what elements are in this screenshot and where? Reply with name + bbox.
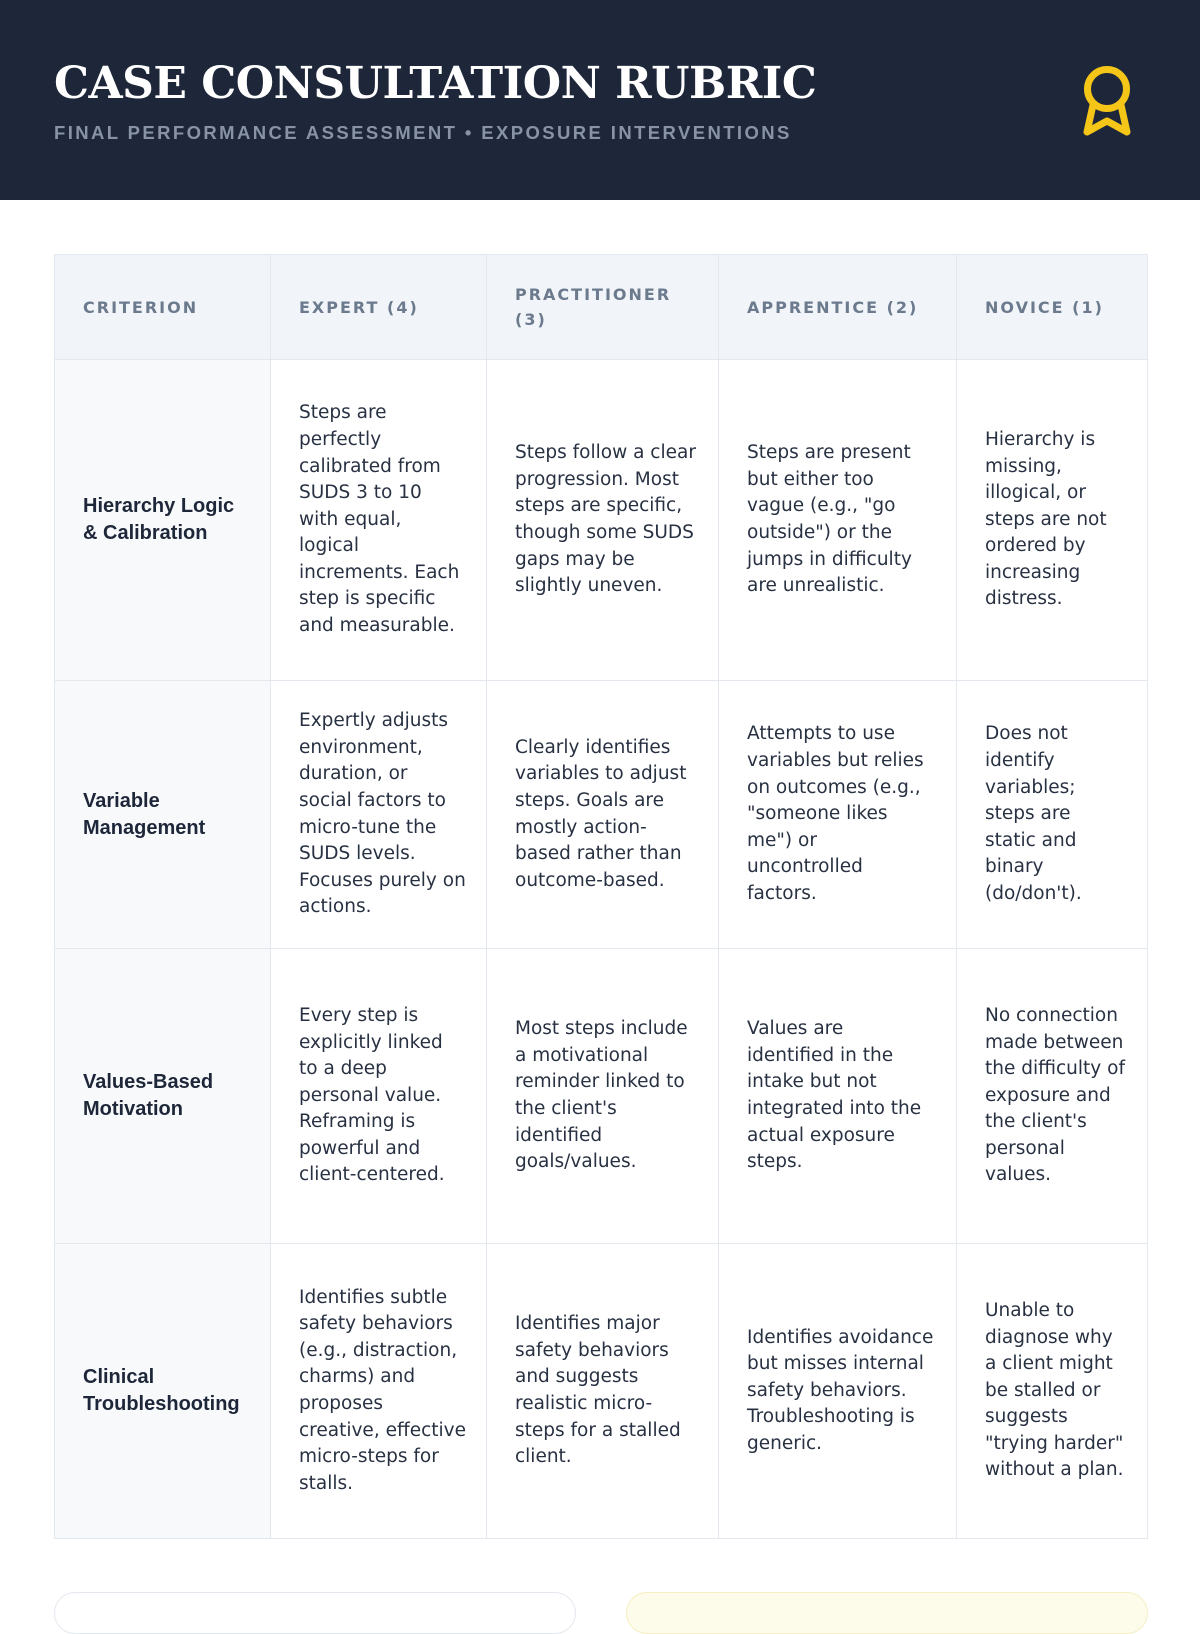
- practitioner-cell: Identifies major safety behaviors and suggests realistic micro-steps for a stalled client.: [487, 1244, 719, 1539]
- novice-cell: Does not identify variables; steps are static and binary (do/don't).: [957, 681, 1148, 949]
- summary-card: [54, 1592, 576, 1634]
- practitioner-cell: Most steps include a motivational reminder linked to the client's identified goals/values.: [487, 949, 719, 1244]
- novice-cell: Hierarchy is missing, illogical, or steps are not ordered by increasing distress.: [957, 360, 1148, 681]
- page-title: CASE CONSULTATION RUBRIC: [54, 58, 817, 109]
- expert-cell: Identifies subtle safety behaviors (e.g., distraction, charms) and proposes creative, effective micro-steps for stalls.: [271, 1244, 487, 1539]
- page-header: [0, 0, 1200, 200]
- column-header-expert: EXPERT (4): [271, 255, 487, 360]
- table-row: [55, 681, 1148, 949]
- table-row: [55, 1244, 1148, 1539]
- criterion-cell: Values-Based Motivation: [55, 949, 271, 1244]
- novice-cell: Unable to diagnose why a client might be stalled or suggests "trying harder" without a plan.: [957, 1244, 1148, 1539]
- apprentice-cell: Values are identified in the intake but not integrated into the actual exposure steps.: [719, 949, 957, 1244]
- practitioner-cell: Clearly identifies variables to adjust steps. Goals are mostly action-based rather than outcome-based.: [487, 681, 719, 949]
- practitioner-cell: Steps follow a clear progression. Most steps are specific, though some SUDS gaps may be slightly uneven.: [487, 360, 719, 681]
- criterion-cell: Variable Management: [55, 681, 271, 949]
- apprentice-cell: Identifies avoidance but misses internal safety behaviors. Troubleshooting is generic.: [719, 1244, 957, 1539]
- column-header-apprentice: APPRENTICE (2): [719, 255, 957, 360]
- column-header-novice: NOVICE (1): [957, 255, 1148, 360]
- column-header-criterion: CRITERION: [55, 255, 271, 360]
- apprentice-cell: Attempts to use variables but relies on outcomes (e.g., "someone likes me") or uncontrolled factors.: [719, 681, 957, 949]
- column-header-practitioner: PRACTITIONER (3): [487, 255, 719, 360]
- novice-cell: No connection made between the difficulty of exposure and the client's personal values.: [957, 949, 1148, 1244]
- expert-cell: Every step is explicitly linked to a deep personal value. Reframing is powerful and client-centered.: [271, 949, 487, 1244]
- apprentice-cell: Steps are present but either too vague (e.g., "go outside") or the jumps in difficulty are unrealistic.: [719, 360, 957, 681]
- table-row: [55, 949, 1148, 1244]
- page-subtitle: FINAL PERFORMANCE ASSESSMENT • EXPOSURE INTERVENTIONS: [54, 122, 792, 143]
- criterion-cell: Clinical Troubleshooting: [55, 1244, 271, 1539]
- criterion-cell: Hierarchy Logic & Calibration: [55, 360, 271, 681]
- rubric-table: [54, 254, 1148, 1539]
- table-header-row: [55, 255, 1148, 360]
- table-row: [55, 360, 1148, 681]
- note-card: [626, 1592, 1148, 1634]
- award-ribbon-icon: [1078, 62, 1136, 140]
- expert-cell: Expertly adjusts environment, duration, or social factors to micro-tune the SUDS levels. Focuses purely on actions.: [271, 681, 487, 949]
- expert-cell: Steps are perfectly calibrated from SUDS 3 to 10 with equal, logical increments. Each step is specific and measurable.: [271, 360, 487, 681]
